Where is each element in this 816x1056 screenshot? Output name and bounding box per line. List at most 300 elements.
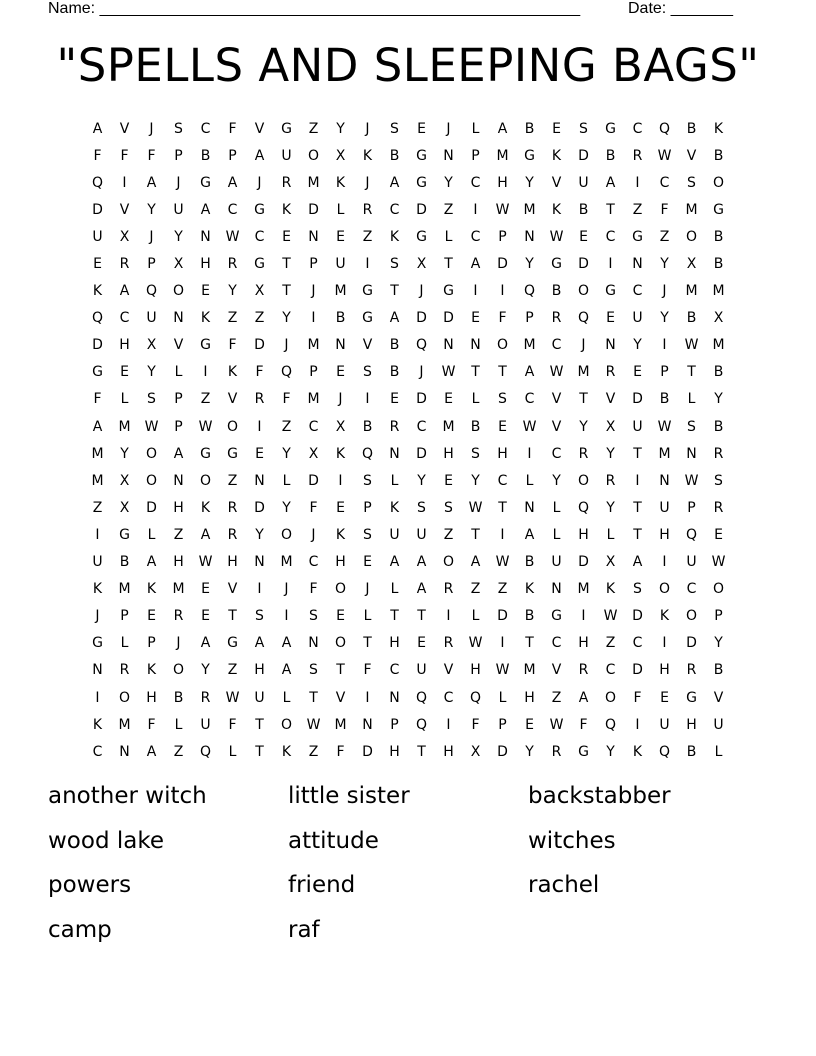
grid-letter: V [443, 662, 454, 679]
grid-letter: S [363, 472, 372, 489]
grid-letter: R [227, 526, 238, 543]
grid-letter: B [524, 554, 535, 571]
grid-letter: I [365, 391, 370, 408]
grid-letter: B [713, 418, 724, 435]
grid-letter: O [172, 283, 185, 300]
grid-letter: C [551, 337, 562, 354]
grid-letter: J [365, 120, 370, 137]
grid-letter: V [605, 391, 616, 408]
grid-letter: B [389, 364, 400, 381]
grid-letter: L [714, 743, 723, 760]
grid-letter: G [551, 256, 562, 273]
grid-letter: K [146, 662, 157, 679]
grid-letter: N [254, 554, 265, 571]
grid-letter: Q [469, 689, 482, 706]
grid-letter: B [713, 228, 724, 245]
grid-letter: A [578, 689, 589, 706]
grid-letter: Y [228, 283, 237, 300]
word-list-item: attitude [288, 827, 379, 854]
grid-letter: F [633, 689, 642, 706]
grid-letter: U [551, 554, 562, 571]
grid-letter: P [687, 499, 696, 516]
grid-letter: H [173, 554, 184, 571]
grid-letter: V [362, 337, 373, 354]
grid-letter: C [686, 581, 697, 598]
grid-letter: Y [336, 120, 345, 137]
grid-letter: W [549, 364, 564, 381]
grid-letter: U [686, 554, 697, 571]
grid-letter: R [605, 364, 616, 381]
grid-letter: R [254, 391, 265, 408]
grid-letter: I [662, 554, 667, 571]
grid-letter: E [336, 499, 345, 516]
grid-letter: N [362, 716, 373, 733]
grid-letter: A [281, 635, 292, 652]
grid-letter: J [338, 391, 343, 408]
grid-letter: L [444, 228, 453, 245]
grid-letter: V [335, 689, 346, 706]
grid-letter: L [390, 581, 399, 598]
name-line: Name: ______________________________________________________ [48, 0, 581, 17]
grid-letter: K [389, 228, 400, 245]
grid-letter: R [173, 608, 184, 625]
grid-letter: R [605, 472, 616, 489]
grid-letter: Z [551, 689, 562, 706]
grid-letter: K [92, 581, 103, 598]
grid-letter: P [498, 228, 507, 245]
grid-letter: O [442, 554, 455, 571]
grid-letter: H [227, 554, 238, 571]
grid-letter: M [91, 472, 104, 489]
grid-letter: F [309, 581, 318, 598]
grid-letter: Z [173, 743, 184, 760]
grid-letter: B [686, 743, 697, 760]
grid-letter: O [280, 526, 293, 543]
grid-letter: T [471, 364, 480, 381]
grid-letter: I [365, 256, 370, 273]
grid-letter: K [389, 499, 400, 516]
grid-letter: M [334, 283, 347, 300]
grid-letter: C [551, 635, 562, 652]
word-list-item: wood lake [48, 827, 164, 854]
grid-letter: T [390, 608, 399, 625]
grid-letter: T [336, 662, 345, 679]
grid-letter: A [470, 554, 481, 571]
grid-letter: S [309, 608, 318, 625]
grid-letter: N [551, 581, 562, 598]
grid-letter: X [335, 418, 346, 435]
grid-letter: Y [444, 174, 453, 191]
grid-letter: B [524, 120, 535, 137]
grid-letter: M [442, 418, 455, 435]
grid-letter: K [335, 445, 346, 462]
grid-letter: E [336, 608, 345, 625]
grid-letter: H [200, 256, 211, 273]
grid-letter: N [389, 689, 400, 706]
grid-letter: E [633, 364, 642, 381]
grid-letter: J [284, 581, 289, 598]
grid-letter: G [92, 364, 103, 381]
grid-letter: Y [525, 256, 534, 273]
grid-letter: P [471, 147, 480, 164]
grid-letter: E [552, 120, 561, 137]
grid-letter: K [524, 581, 535, 598]
grid-letter: G [416, 147, 427, 164]
grid-letter: I [500, 283, 505, 300]
grid-letter: X [686, 256, 697, 273]
grid-letter: G [605, 120, 616, 137]
grid-letter: O [604, 689, 617, 706]
grid-letter: F [120, 147, 129, 164]
grid-letter: H [686, 716, 697, 733]
grid-letter: I [500, 635, 505, 652]
grid-letter: Z [659, 228, 670, 245]
grid-letter: P [498, 716, 507, 733]
grid-letter: M [712, 283, 725, 300]
grid-letter: A [254, 147, 265, 164]
grid-letter: W [306, 716, 321, 733]
grid-letter: C [416, 418, 427, 435]
grid-letter: Y [552, 472, 561, 489]
grid-letter: D [632, 662, 643, 679]
grid-letter: N [659, 472, 670, 489]
grid-letter: K [551, 201, 562, 218]
grid-letter: P [390, 716, 399, 733]
grid-letter: Y [282, 445, 291, 462]
grid-letter: C [632, 283, 643, 300]
grid-letter: E [201, 283, 210, 300]
grid-letter: G [200, 337, 211, 354]
grid-letter: H [389, 635, 400, 652]
grid-letter: P [363, 499, 372, 516]
grid-letter: T [417, 743, 426, 760]
grid-letter: K [281, 743, 292, 760]
grid-letter: R [227, 499, 238, 516]
grid-letter: O [658, 581, 671, 598]
grid-letter: M [172, 581, 185, 598]
grid-letter: Q [577, 310, 590, 327]
grid-letter: P [309, 256, 318, 273]
grid-letter: V [227, 391, 238, 408]
grid-letter: W [549, 716, 564, 733]
grid-letter: L [606, 526, 615, 543]
grid-letter: H [146, 689, 157, 706]
grid-letter: Z [200, 391, 211, 408]
grid-letter: L [687, 391, 696, 408]
grid-letter: R [389, 418, 400, 435]
grid-letter: U [281, 147, 292, 164]
grid-letter: U [146, 310, 157, 327]
grid-letter: A [200, 635, 211, 652]
grid-letter: N [686, 445, 697, 462]
grid-letter: C [497, 472, 508, 489]
grid-letter: H [497, 445, 508, 462]
grid-letter: B [605, 147, 616, 164]
grid-letter: Z [308, 743, 319, 760]
grid-letter: D [416, 445, 427, 462]
grid-letter: H [470, 662, 481, 679]
grid-letter: F [282, 391, 291, 408]
grid-letter: V [551, 418, 562, 435]
grid-letter: M [118, 716, 131, 733]
grid-letter: Q [280, 364, 293, 381]
grid-letter: G [713, 201, 724, 218]
grid-letter: F [336, 743, 345, 760]
grid-letter: O [145, 445, 158, 462]
grid-letter: F [93, 147, 102, 164]
grid-letter: J [311, 283, 316, 300]
grid-letter: C [308, 418, 319, 435]
grid-letter: S [714, 472, 723, 489]
grid-letter: Q [685, 526, 698, 543]
grid-letter: O [199, 472, 212, 489]
grid-letter: A [389, 174, 400, 191]
grid-letter: U [632, 310, 643, 327]
grid-letter: I [500, 526, 505, 543]
grid-letter: Y [714, 391, 723, 408]
grid-letter: G [254, 256, 265, 273]
grid-letter: M [523, 337, 536, 354]
grid-letter: U [659, 716, 670, 733]
grid-letter: F [309, 499, 318, 516]
page-title: "SPELLS AND SLEEPING BAGS" [56, 39, 760, 92]
grid-letter: B [389, 337, 400, 354]
grid-letter: X [146, 337, 157, 354]
grid-letter: G [227, 445, 238, 462]
grid-letter: Y [120, 445, 129, 462]
grid-letter: T [633, 526, 642, 543]
grid-letter: C [659, 174, 670, 191]
grid-letter: P [120, 608, 129, 625]
grid-letter: E [579, 228, 588, 245]
grid-letter: S [579, 120, 588, 137]
word-list-item: camp [48, 916, 112, 943]
grid-letter: B [713, 256, 724, 273]
grid-letter: F [363, 662, 372, 679]
grid-letter: C [632, 635, 643, 652]
grid-letter: F [228, 120, 237, 137]
grid-letter: V [227, 581, 238, 598]
grid-letter: G [227, 635, 238, 652]
grid-letter: L [147, 526, 156, 543]
grid-letter: N [308, 228, 319, 245]
grid-letter: A [389, 554, 400, 571]
grid-letter: L [471, 120, 480, 137]
grid-letter: A [146, 743, 157, 760]
grid-letter: V [686, 147, 697, 164]
grid-letter: W [495, 662, 510, 679]
grid-letter: M [577, 364, 590, 381]
word-list-item: rachel [528, 872, 600, 898]
grid-letter: G [551, 608, 562, 625]
grid-letter: M [658, 445, 671, 462]
grid-letter: U [632, 418, 643, 435]
grid-letter: M [307, 174, 320, 191]
letter-grid [84, 115, 732, 765]
grid-letter: D [632, 608, 643, 625]
grid-letter: K [362, 147, 373, 164]
grid-letter: A [470, 256, 481, 273]
grid-letter: P [174, 391, 183, 408]
grid-letter: Q [523, 283, 536, 300]
grid-letter: N [119, 743, 130, 760]
grid-letter: F [660, 201, 669, 218]
grid-letter: E [444, 472, 453, 489]
grid-letter: J [419, 283, 424, 300]
grid-letter: K [200, 310, 211, 327]
grid-letter: A [416, 554, 427, 571]
grid-letter: D [254, 499, 265, 516]
grid-letter: P [147, 635, 156, 652]
grid-letter: E [120, 364, 129, 381]
grid-letter: U [416, 662, 427, 679]
grid-letter: U [578, 174, 589, 191]
grid-letter: B [470, 418, 481, 435]
grid-letter: I [473, 201, 478, 218]
grid-letter: A [92, 120, 103, 137]
grid-letter: T [579, 391, 588, 408]
grid-letter: Y [282, 310, 291, 327]
grid-letter: X [605, 418, 616, 435]
grid-letter: E [498, 418, 507, 435]
grid-letter: U [335, 256, 346, 273]
grid-letter: D [497, 743, 508, 760]
grid-letter: F [255, 364, 264, 381]
grid-letter: N [173, 310, 184, 327]
grid-letter: F [147, 716, 156, 733]
grid-letter: I [635, 472, 640, 489]
grid-letter: I [95, 526, 100, 543]
grid-letter: L [282, 472, 291, 489]
grid-letter: D [92, 201, 103, 218]
grid-letter: C [632, 120, 643, 137]
grid-letter: W [468, 635, 483, 652]
grid-letter: B [362, 418, 373, 435]
grid-letter: R [551, 743, 562, 760]
grid-letter: F [93, 391, 102, 408]
grid-letter: J [446, 120, 451, 137]
grid-letter: H [389, 743, 400, 760]
grid-letter: M [118, 581, 131, 598]
grid-letter: W [657, 418, 672, 435]
grid-letter: T [606, 201, 615, 218]
grid-letter: C [470, 174, 481, 191]
grid-letter: L [363, 608, 372, 625]
grid-letter: A [119, 283, 130, 300]
grid-letter: R [200, 689, 211, 706]
grid-letter: L [552, 526, 561, 543]
grid-letter: O [496, 337, 509, 354]
grid-letter: W [711, 554, 726, 571]
grid-letter: D [416, 391, 427, 408]
grid-letter: E [336, 364, 345, 381]
grid-letter: U [200, 716, 211, 733]
grid-letter: V [713, 689, 724, 706]
grid-letter: C [389, 201, 400, 218]
grid-letter: H [173, 499, 184, 516]
grid-letter: I [284, 608, 289, 625]
grid-letter: L [498, 689, 507, 706]
grid-letter: N [308, 635, 319, 652]
grid-letter: B [524, 608, 535, 625]
grid-letter: U [254, 689, 265, 706]
grid-letter: Q [415, 337, 428, 354]
grid-letter: R [227, 256, 238, 273]
grid-letter: P [174, 418, 183, 435]
grid-letter: K [713, 120, 724, 137]
grid-letter: B [686, 120, 697, 137]
grid-letter: N [524, 228, 535, 245]
grid-letter: L [552, 499, 561, 516]
grid-letter: I [203, 364, 208, 381]
word-list-item: witches [528, 827, 616, 854]
grid-letter: V [173, 337, 184, 354]
grid-letter: D [578, 554, 589, 571]
grid-letter: B [713, 147, 724, 164]
grid-letter: A [632, 554, 643, 571]
grid-letter: E [714, 526, 723, 543]
grid-letter: M [712, 337, 725, 354]
grid-letter: I [662, 337, 667, 354]
grid-letter: R [578, 445, 589, 462]
grid-letter: R [443, 635, 454, 652]
grid-letter: S [687, 418, 696, 435]
grid-letter: W [684, 472, 699, 489]
grid-letter: H [578, 635, 589, 652]
grid-letter: Q [91, 174, 104, 191]
grid-letter: K [146, 581, 157, 598]
grid-letter: E [147, 608, 156, 625]
grid-letter: O [712, 581, 725, 598]
grid-letter: E [201, 581, 210, 598]
grid-letter: Z [308, 120, 319, 137]
grid-letter: J [176, 635, 181, 652]
grid-letter: Z [497, 581, 508, 598]
grid-letter: W [495, 201, 510, 218]
grid-letter: O [307, 147, 320, 164]
grid-letter: Y [714, 635, 723, 652]
grid-letter: G [281, 120, 292, 137]
grid-letter: A [389, 310, 400, 327]
grid-letter: T [255, 743, 264, 760]
grid-letter: V [119, 201, 130, 218]
grid-letter: L [471, 608, 480, 625]
grid-letter: R [686, 662, 697, 679]
grid-letter: B [173, 689, 184, 706]
grid-letter: A [524, 364, 535, 381]
grid-letter: P [714, 608, 723, 625]
grid-letter: S [363, 526, 372, 543]
grid-letter: W [144, 418, 159, 435]
grid-letter: N [254, 472, 265, 489]
grid-letter: F [147, 147, 156, 164]
grid-letter: V [254, 120, 265, 137]
grid-letter: P [525, 310, 534, 327]
grid-letter: N [470, 337, 481, 354]
grid-letter: W [468, 499, 483, 516]
grid-letter: X [713, 310, 724, 327]
grid-letter: D [578, 147, 589, 164]
grid-letter: S [390, 256, 399, 273]
grid-letter: R [713, 445, 724, 462]
grid-letter: W [225, 228, 240, 245]
grid-letter: O [280, 716, 293, 733]
grid-letter: U [713, 716, 724, 733]
grid-letter: Y [660, 310, 669, 327]
grid-letter: Z [632, 201, 643, 218]
grid-letter: L [174, 364, 183, 381]
grid-letter: Q [658, 743, 671, 760]
